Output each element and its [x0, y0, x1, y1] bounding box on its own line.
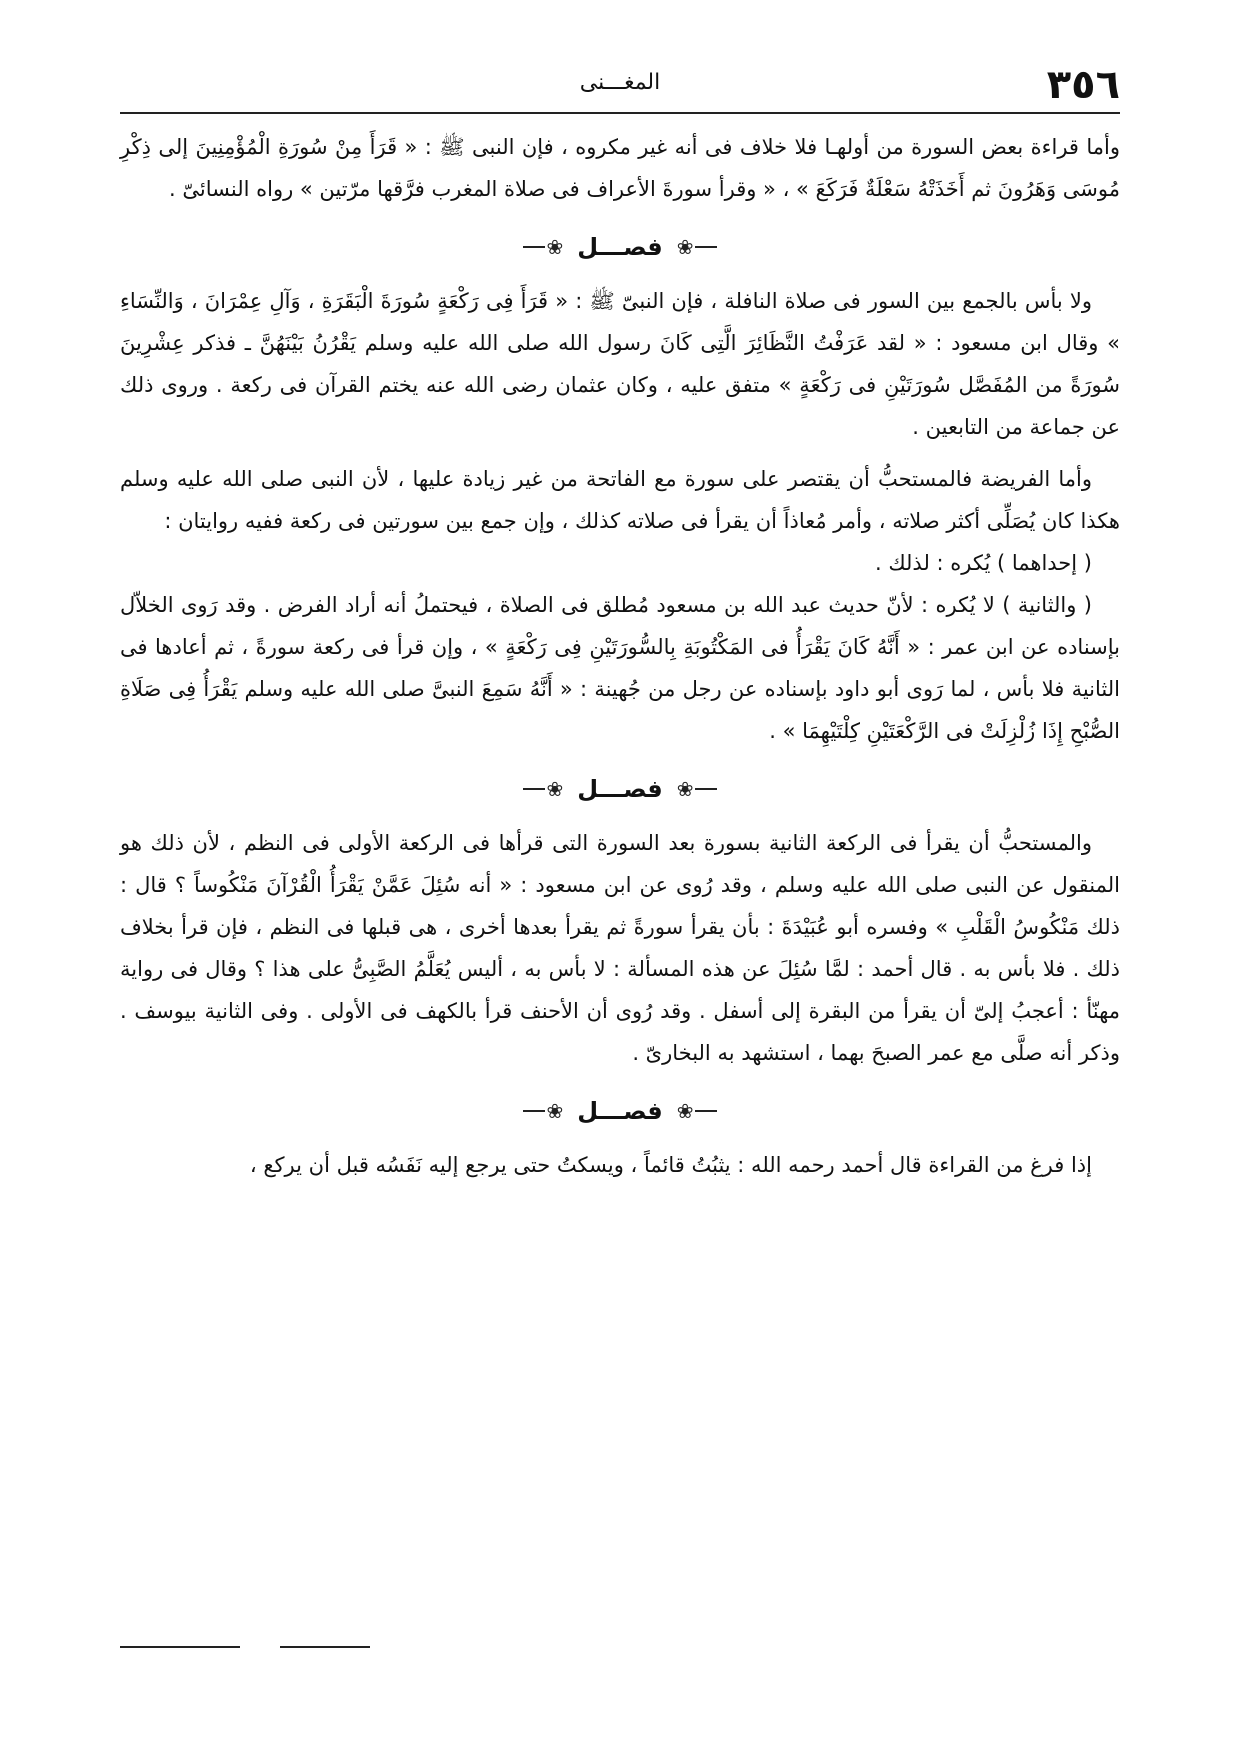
- section-title: فصـــل: [577, 1097, 663, 1125]
- page-body: [120, 126, 1120, 1186]
- page-number: ٣٥٦: [1046, 62, 1120, 108]
- book-page: [120, 60, 1120, 1720]
- book-title: المغـــنى: [579, 70, 661, 95]
- ornament-icon: ❀: [677, 768, 718, 810]
- paragraph: إذا فرغ من القراءة قال أحمد رحمه الله : يثبُتُ قائماً ، ويسكتُ حتى يرجع إليه نَفَسُه قبل أن يركع ،: [249, 1153, 1092, 1177]
- ornament-icon: ❀: [523, 1090, 564, 1132]
- ornament-icon: ❀: [523, 226, 564, 268]
- footnote-separator: [120, 1646, 420, 1650]
- section-title: فصـــل: [577, 233, 663, 261]
- section-heading: [120, 230, 1120, 264]
- paragraph: وأما قراءة بعض السورة من أولهـا فلا خلاف فى أنه غير مكروه ، فإن النبى ﷺ : « قَرَأَ مِنْ سُورَةِ الْمُؤْمِنِينَ إلى ذِكْرِ مُوسَى وَهَرُونَ ثم أَخَذَتْهُ سَعْلَةٌ فَرَكَعَ » ، « وقرأ سورةَ الأعراف فى صلاة المغرب فرَّقها مرّتين » رواه النسائىّ .: [120, 135, 1120, 201]
- ornament-icon: ❀: [523, 768, 564, 810]
- running-header: [120, 60, 1120, 114]
- paragraph: وأما الفريضة فالمستحبُّ أن يقتصر على سورة مع الفاتحة من غير زيادة عليها ، لأن النبى صلى الله عليه وسلم هكذا كان يُصَلِّى أكثر صلاته ، وأمر مُعاذاً أن يقرأ فى صلاته كذلك ، وإن جمع بين سورتين فى ركعة ففيه روايتان :: [120, 467, 1120, 533]
- paragraph: ( إحداهما ) يُكره : لذلك .: [874, 551, 1092, 575]
- section-heading: [120, 772, 1120, 806]
- ornament-icon: ❀: [677, 1090, 718, 1132]
- paragraph: ( والثانية ) لا يُكره : لأنّ حديث عبد الله بن مسعود مُطلق فى الصلاة ، فيحتملُ أنه أراد الفرض . وقد رَوى الخلاّل بإسناده عن ابن عمر : « أَنَّهُ كَانَ يَقْرَأُ فى المَكْتُوبَةِ بِالسُّورَتَيْنِ فِى رَكْعَةٍ » ، وإن قرأ فى ركعة سورةً ، ثم أعادها فى الثانية فلا بأس ، لما رَوى أبو داود بإسناده عن رجل من جُهينة : « أَنَّهُ سَمِعَ النبىَّ صلى الله عليه وسلم يَقْرَأُ فِى صَلَاةِ الصُّبْحِ إِذَا زُلْزِلَتْ فى الرَّكْعَتَيْنِ كِلْتَيْهِمَا » .: [120, 593, 1120, 743]
- ornament-icon: ❀: [677, 226, 718, 268]
- paragraph: ولا بأس بالجمع بين السور فى صلاة النافلة ، فإن النبىّ ﷺ : « قَرَأَ فِى رَكْعَةٍ سُورَةَ الْبَقَرَةِ ، وَآلِ عِمْرَانَ ، وَالنِّسَاءِ » وقال ابن مسعود : « لقد عَرَفْتُ النَّظَائِرَ الَّتِى كَانَ رسول الله صلى الله عليه وسلم يَقْرُنُ بَيْنَهُنَّ ـ فذكر عِشْرِينَ سُورَةً من المُفَصَّل سُورَتَيْنِ فى رَكْعَةٍ » متفق عليه ، وكان عثمان رضى الله عنه يختم القرآن فى ركعة . وروى ذلك عن جماعة من التابعين .: [120, 289, 1120, 439]
- paragraph: والمستحبُّ أن يقرأ فى الركعة الثانية بسورة بعد السورة التى قرأها فى الركعة الأولى فى النظم ، لأن ذلك هو المنقول عن النبى صلى الله عليه وسلم ، وقد رُوى عن ابن مسعود : « أنه سُئِلَ عَمَّنْ يَقْرَأُ الْقُرْآنَ مَنْكُوساً ؟ قال : ذلك مَنْكُوسُ الْقَلْبِ » وفسره أبو عُبَيْدَةَ : بأن يقرأ سورةً ثم يقرأ بعدها أخرى ، هى قبلها فى النظم ، فإن قرأ بخلاف ذلك . فلا بأس به . قال أحمد : لمَّا سُئِلَ عن هذه المسألة : لا بأس به ، أليس يُعَلَّمُ الصَّبِىُّ على هذا ؟ وقال فى رواية مهنّأ : أعجبُ إلىّ أن يقرأ من البقرة إلى أسفل . وقد رُوى أن الأحنف قرأ بالكهف فى الأولى . وفى الثانية بيوسف . وذكر أنه صلَّى مع عمر الصبحَ بهما ، استشهد به البخارىّ .: [120, 831, 1120, 1065]
- section-heading: [120, 1094, 1120, 1128]
- section-title: فصـــل: [577, 775, 663, 803]
